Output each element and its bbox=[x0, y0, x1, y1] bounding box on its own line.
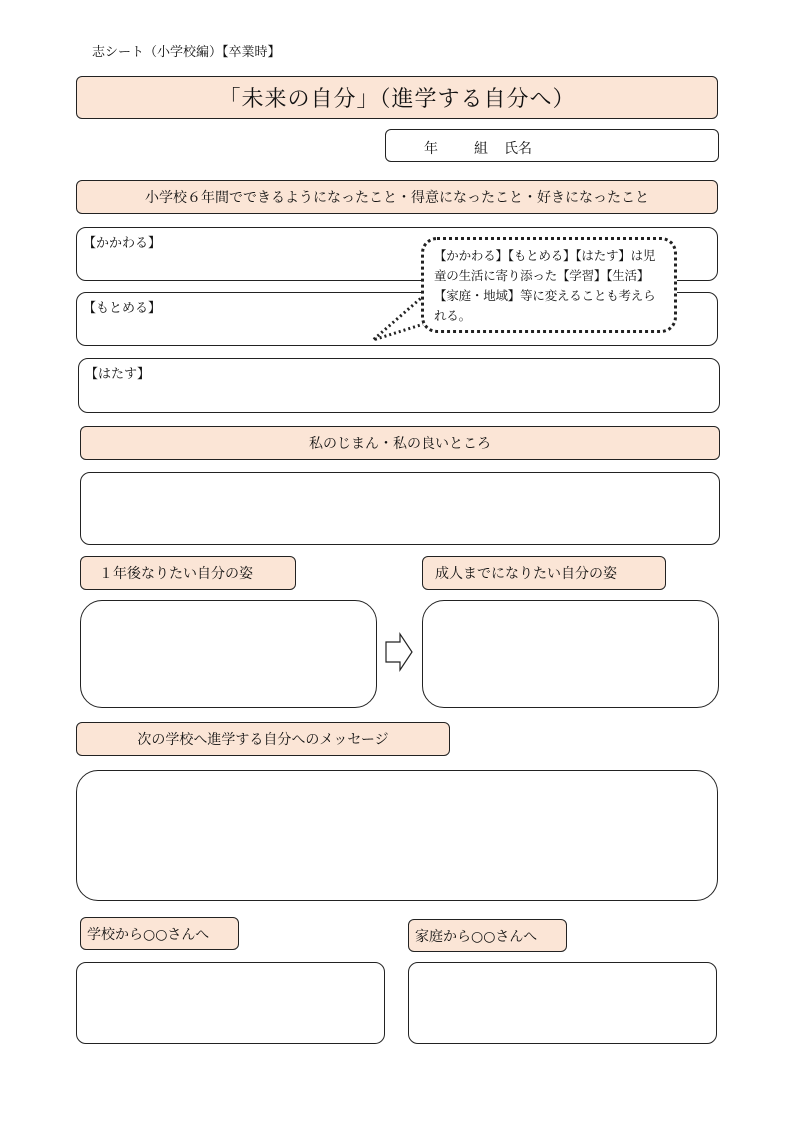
abilities-heading: 小学校６年間でできるようになったこと・得意になったこと・好きになったこと bbox=[76, 180, 718, 214]
message-heading: 次の学校へ進学する自分へのメッセージ bbox=[76, 722, 450, 756]
from-home-box[interactable] bbox=[408, 962, 717, 1044]
adult-heading: 成人までになりたい自分の姿 bbox=[422, 556, 666, 590]
message-box[interactable] bbox=[76, 770, 718, 901]
from-school-box[interactable] bbox=[76, 962, 385, 1044]
pride-heading: 私のじまん・私の良いところ bbox=[80, 426, 720, 460]
pride-box[interactable] bbox=[80, 472, 720, 545]
arrow-right-icon bbox=[384, 632, 414, 672]
page-title: 「未来の自分」（進学する自分へ） bbox=[76, 76, 718, 119]
callout-note: 【かかわる】【もとめる】【はたす】は児童の生活に寄り添った【学習】【生活】【家庭・地域】等に変えることも考えられる。 bbox=[421, 237, 677, 333]
adult-box[interactable] bbox=[422, 600, 719, 708]
class-label: 組 bbox=[474, 141, 488, 157]
motomeru-label: 【もとめる】 bbox=[83, 301, 162, 316]
kakawaru-label: 【かかわる】 bbox=[83, 236, 162, 251]
one-year-box[interactable] bbox=[80, 600, 377, 708]
hatasu-label: 【はたす】 bbox=[85, 367, 151, 382]
year-label: 年 bbox=[424, 141, 438, 157]
from-school-heading: 学校から○○さんへ bbox=[80, 917, 239, 950]
one-year-heading: １年後なりたい自分の姿 bbox=[80, 556, 296, 590]
sheet-label: 志シート（小学校編）【卒業時】 bbox=[92, 45, 281, 60]
name-label: 氏名 bbox=[504, 141, 532, 157]
hatasu-box[interactable] bbox=[78, 358, 720, 413]
name-field[interactable] bbox=[385, 129, 719, 162]
from-home-heading: 家庭から○○さんへ bbox=[408, 919, 567, 952]
